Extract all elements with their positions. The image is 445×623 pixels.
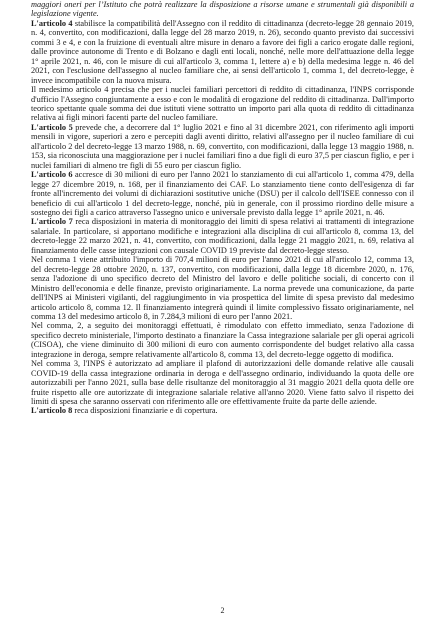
paragraph-text: accresce di 30 milioni di euro per l'anno 2021 lo stanziamento di cui all'articolo 1, comma 479, della legge 27 dicembre 2019, n. 168, per il finanziamento dei CAF. Lo stanziamento tiene conto dell'esigenza di far fronte all'incremento dei volumi di dichiarazioni sostitutive uniche (DSU) per il calcolo dell'ISEE connesso con il beneficio di cui all'articolo 1 del decreto-legge, nonché, più in generale, con il prossimo riordino delle misure a sostegno dei figli a carico attraverso l'assegno unico e universale previsto dalla legge 1° aprile 2021, n. 46. <box>31 170 414 217</box>
article-heading: L'articolo 4 <box>31 18 73 28</box>
paragraph-text: prevede che, a decorrere dal 1° luglio 2021 e fino al 31 dicembre 2021, con riferimento agli importi mensili in vigore, superiori a zero e percepiti dagli aventi diritto, relativi all'assegno per il nucleo familiare di cui all'articolo 2 del decreto-legge 13 marzo 1988, n. 69, convertito, con modificazioni, dalla legge 13 maggio 1988, n. 153, sia riconosciuta una maggiorazione per i nuclei familiari fino a due figli di euro 37,5 per ciascun figlio, e per i nuclei familiari di almeno tre figli di 55 euro per ciascun figlio. <box>31 122 414 170</box>
paragraph-article-4-details <box>31 85 414 123</box>
article-heading: L'articolo 5 <box>31 122 73 132</box>
paragraph-article-8 <box>31 406 414 415</box>
paragraph-text: stabilisce la compatibilità dell'Assegno con il reddito di cittadinanza (decreto-legge 28 gennaio 2019, n. 4, convertito, con modificazioni, dalla legge del 28 marzo 2019, n. 26), secondo quanto previsto dai successivi commi 3 e 4, e con la fruizione di eventuali altre misure in denaro a favore dei figli a carico erogate dalle regioni, dalle province autonome di Trento e di Bolzano e dagli enti locali, nonché, nelle more dell'attuazione della legge 1° aprile 2021, n. 46, con le misure di cui all'articolo 3, comma 1, lettere a) e b) della medesima legge n. 46 del 2021, con l'esclusione dell'assegno al nucleo familiare che, ai sensi dell'articolo 1, comma 1, del decreto-legge, è invece incompatibile con la nuova misura. <box>31 18 414 85</box>
paragraph-text: reca disposizioni in materia di monitoraggio dei limiti di spesa relativi ai trattamenti di integrazione salariale. In particolare, si apportano modifiche e integrazioni alla disciplina di cui all'articolo 8, comma 13, del decreto-legge 22 marzo 2021, n. 41, convertito, con modificazioni, dalla legge 21 maggio 2021, n. 69, relativa al finanziamento delle casse integrazioni con causale COVID 19 previste dal decreto-legge stesso. <box>31 217 414 255</box>
paragraph-text: Nel comma 1 viene attribuito l'importo di 707,4 milioni di euro per l'anno 2021 di cui all'articolo 12, comma 13, del decreto-legge 28 ottobre 2020, n. 137, convertito, con modificazioni, dalla legge 18 dicembre 2020, n. 176, senza l'adozione di uno specifico decreto del Ministro del lavoro e delle politiche sociali, di concerto con il Ministro dell'economia e delle finanze, previsto originariamente. La norma prevede una comunicazione, da parte dell'INPS ai Ministeri vigilanti, del raggiungimento in via prospettica del limite di spesa previsto dal medesimo articolo articolo 8, comma 12. Il finanziamento integrerà quindi il limite complessivo fissato originariamente, nel comma 13 del medesimo articolo 8, in 7.284,3 milioni di euro per l'anno 2021. <box>31 255 414 321</box>
paragraph-text: Nel comma 3, l'INPS è autorizzato ad ampliare il plafond di autorizzazioni delle domande relative alle causali COVID-19 della cassa integrazione ordinaria in deroga e dell'assegno ordinario, individuando la quota delle ore autorizzabili per l'anno 2021, sulla base delle risultanze del monitoraggio al 31 maggio 2021 della quota delle ore fruite rispetto alle ore autorizzate di integrazione salariale relative all'anno 2020. Viene fatto salvo il rispetto dei limiti di spesa che saranno osservati con riferimento alle ore effettivamente fruite da parte delle aziende. <box>31 359 414 407</box>
paragraph-text: reca disposizioni finanziarie e di copertura. <box>72 406 218 416</box>
paragraph-article-4 <box>31 19 414 85</box>
paragraph-comma-2 <box>31 321 414 359</box>
paragraph-text: Il medesimo articolo 4 precisa che per i nuclei familiari percettori di reddito di cittadinanza, l'INPS corrisponde d'ufficio l'Assegno congiuntamente a esso e con le modalità di erogazione del reddito di cittadinanza. Dall'importo teorico spettante quale somma dei due istituti viene sottratto un importo pari alla quota di reddito di cittadinanza relativa ai figli minori facenti parte del nucleo familiare. <box>31 85 414 123</box>
article-heading: L'articolo 6 <box>31 170 73 180</box>
paragraph-comma-1 <box>31 255 414 321</box>
paragraph-article-5 <box>31 123 414 170</box>
article-heading: L'articolo 8 <box>31 406 73 416</box>
article-heading: L'articolo 7 <box>31 217 73 227</box>
paragraph-article-6 <box>31 170 414 217</box>
page-number: 2 <box>220 606 225 615</box>
paragraph-comma-3 <box>31 359 414 406</box>
paragraph-text: Nel comma, 2, a seguito dei monitoraggi effettuati, è rimodulato con effetto immediato, senza l'adozione di specifico decreto ministeriale, l'importo destinato a finanziare la Cassa integrazione salariale per gli operai agricoli (CISOA), che viene diminuito di 300 milioni di euro con aumento corrispondente del budget relativo alla cassa integrazione in deroga, sempre relativamente all'articolo 8, comma 13, del decreto-legge oggetto di modifica. <box>31 321 414 359</box>
paragraph-continuation: maggiori oneri per l’Istituto che potrà realizzare la disposizione a risorse umane e strumentali già disponibili a legislazione vigente. <box>31 0 414 19</box>
paragraph-article-7 <box>31 217 414 255</box>
document-body <box>31 0 414 416</box>
